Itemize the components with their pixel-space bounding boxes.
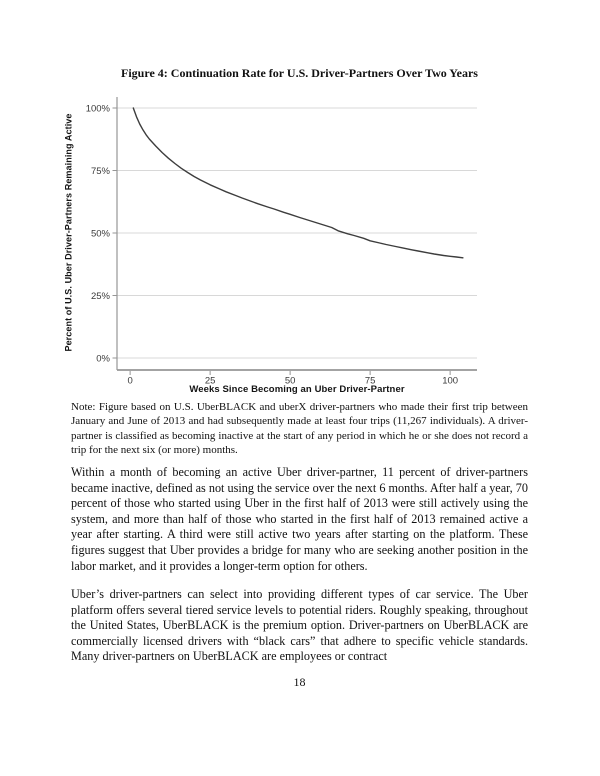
x-tick-label: 75 [364, 375, 376, 387]
figure-title: Figure 4: Continuation Rate for U.S. Driver-Partners Over Two Years [121, 66, 478, 80]
continuation-rate-curve [133, 108, 463, 258]
y-tick-label: 0% [96, 353, 110, 365]
page-number: 18 [293, 675, 306, 689]
x-axis-title: Weeks Since Becoming an Uber Driver-Partner [189, 384, 405, 395]
y-axis-title: Percent of U.S. Uber Driver-Partners Remaining Active [63, 113, 74, 352]
x-tick-label: 50 [284, 375, 296, 387]
x-tick-label: 25 [204, 375, 216, 387]
x-tick-label: 0 [127, 375, 133, 387]
y-tick-label: 75% [90, 165, 110, 177]
y-tick-label: 25% [90, 290, 110, 302]
y-tick-label: 50% [90, 228, 110, 240]
body-paragraph-1: Within a month of becoming an active Uber driver-partner, 11 percent of driver-partners became inactive, defined as not using the service over the next 6 months. After half a year, 70 percent of those who started using Uber in the first half of 2013 were still actively using the system, and more than half of those who started in the first half of 2013 remained active a year after starting. A third were still active two years after starting on the platform. These figures suggest that Uber provides a bridge for many who are seeking another position in the labor market, and it provides a longer-term option for others. [71, 465, 528, 573]
y-tick-label: 100% [85, 103, 110, 115]
figure-note: Note: Figure based on U.S. UberBLACK and uberX driver-partners who made their first trip between January and June of 2013 and had subsequently made at least four trips (11,267 individuals). A driver-partner is classified as becoming inactive at the start of any period in which he or she does not record a trip for the next six (or more) months. [71, 401, 528, 456]
x-tick-label: 100 [442, 375, 459, 387]
body-paragraph-2: Uber’s driver-partners can select into providing different types of car service. The Uber platform offers several tiered service levels to potential riders. Roughly speaking, throughout the United States, UberBLACK is the premium option. Driver-partners on UberBLACK are commercially licensed drivers with “black cars” that adhere to specific vehicle standards. Many driver-partners on UberBLACK are employees or contract [71, 587, 528, 664]
